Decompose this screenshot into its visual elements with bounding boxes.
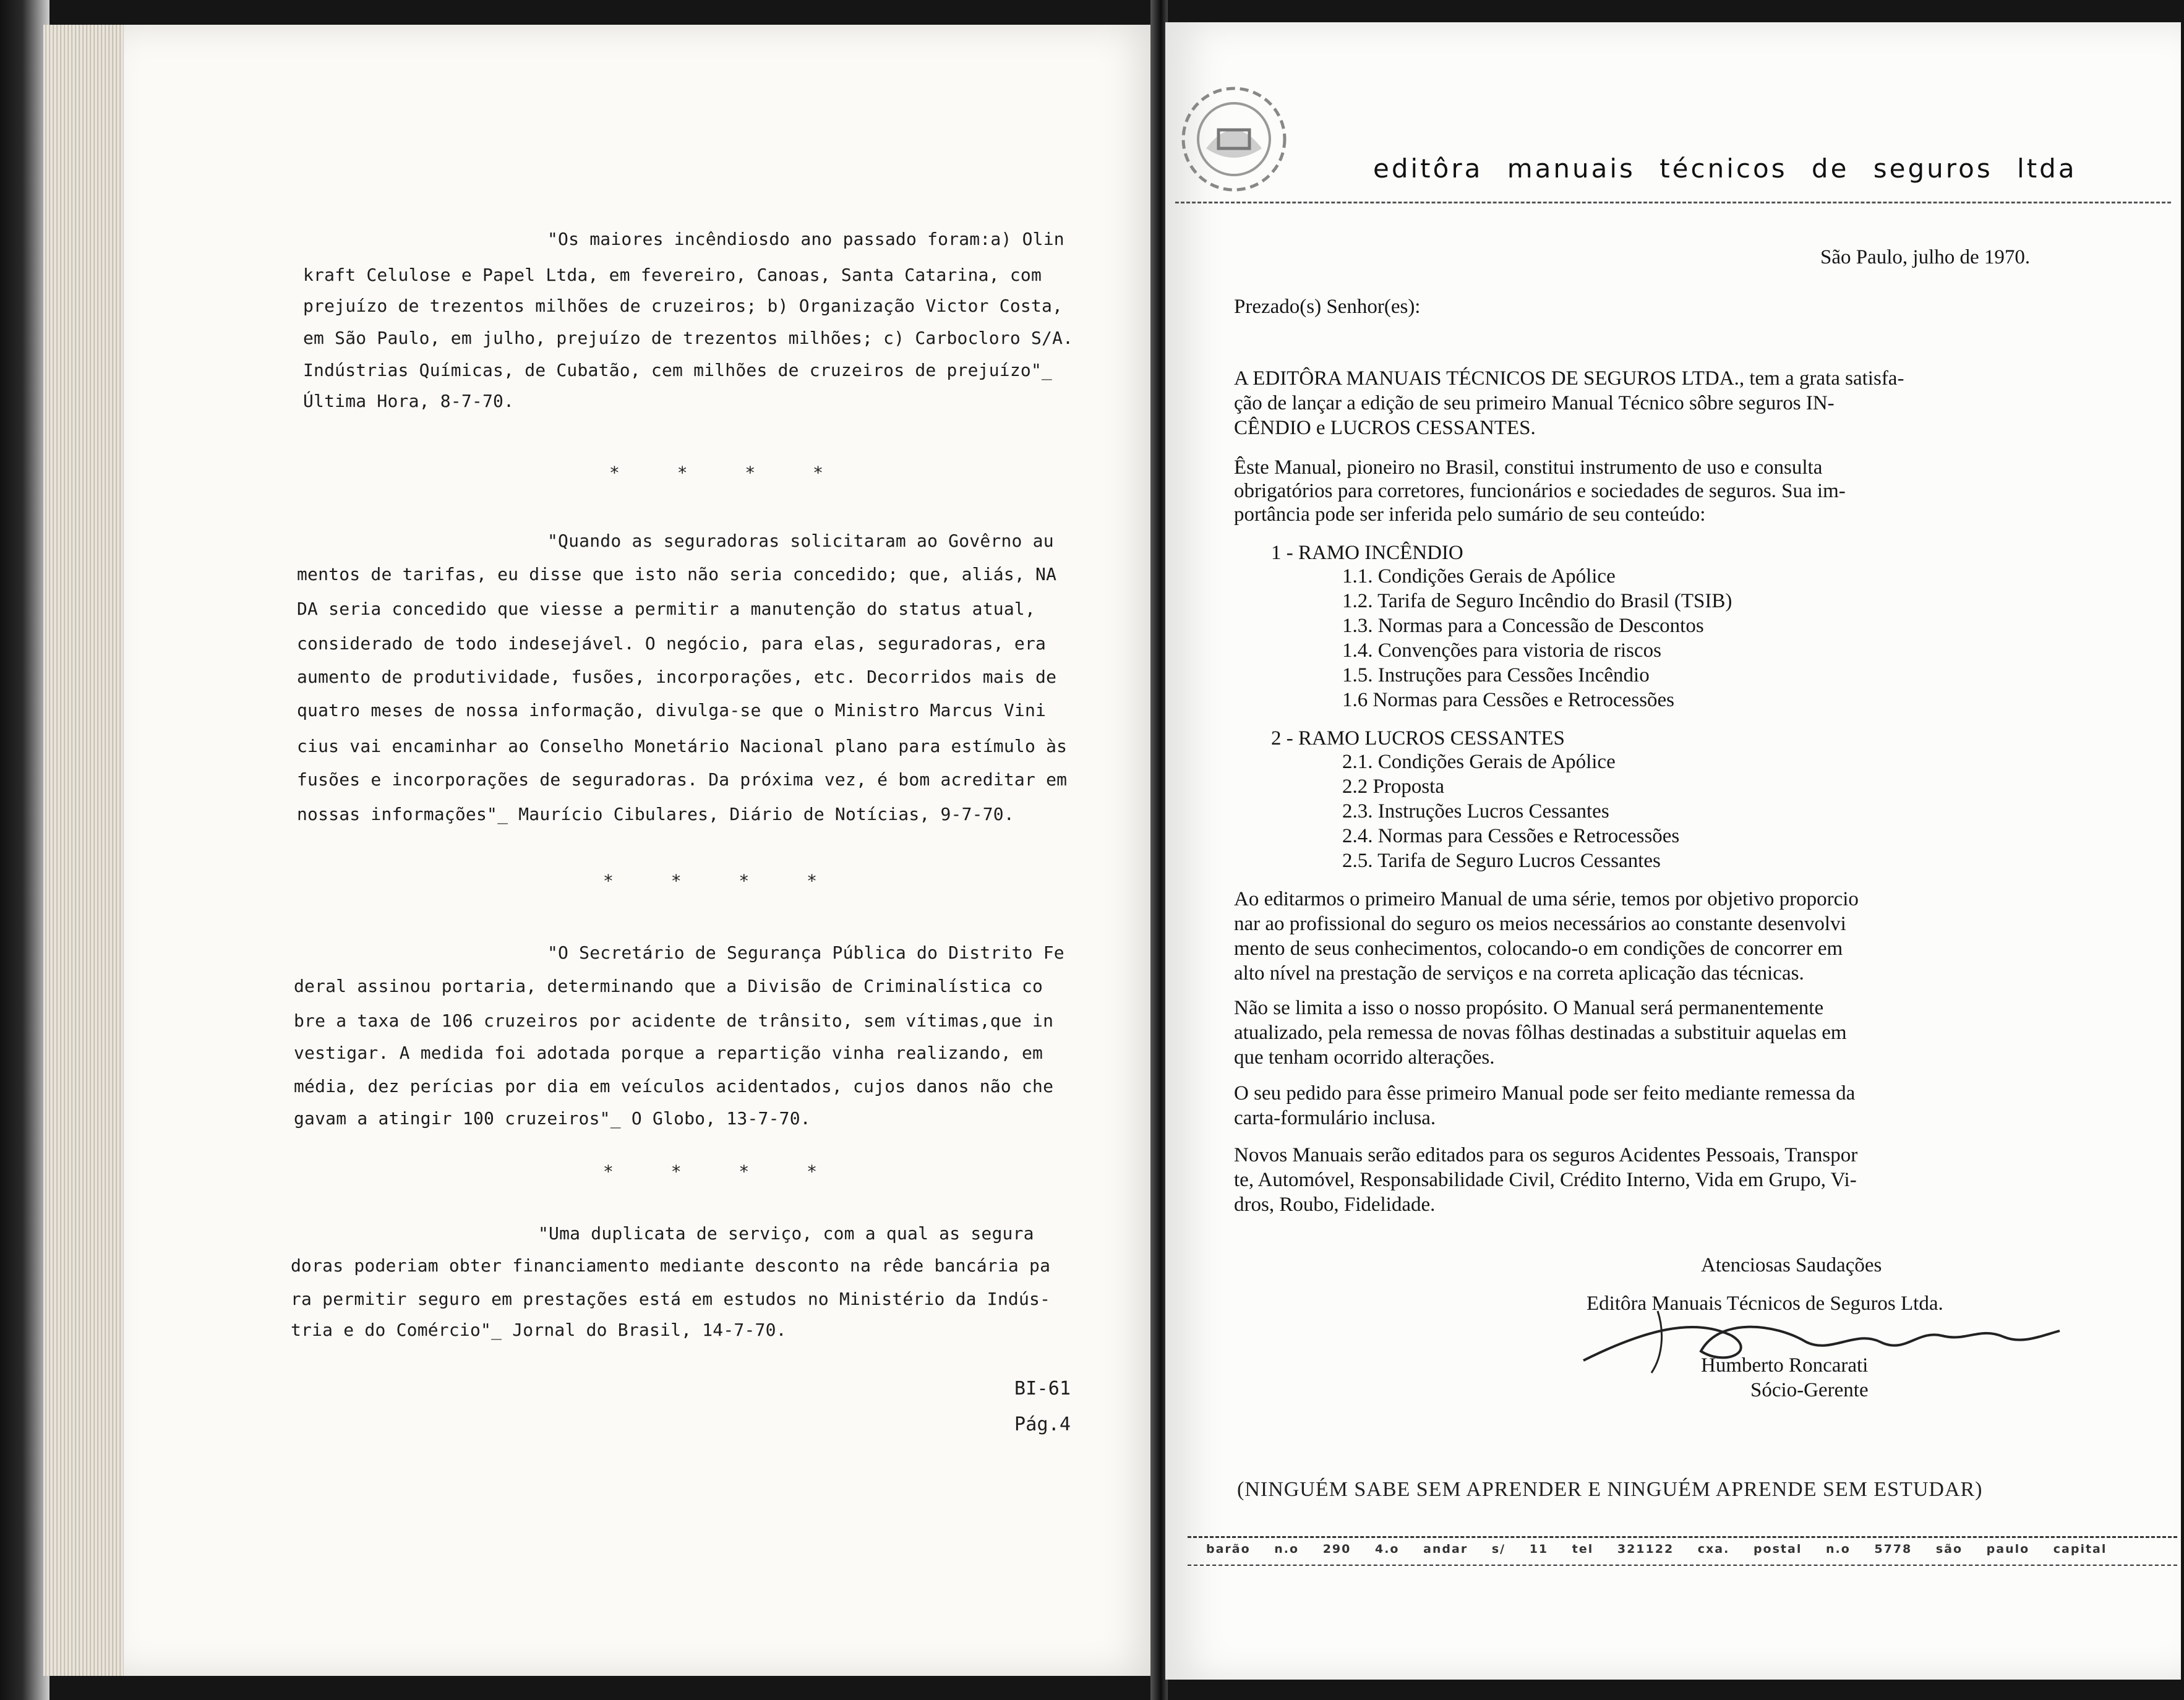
page-number: Pág.4 [1014, 1414, 1071, 1435]
text-line: mentos de tarifas, eu disse que isto não seria concedido; que, aliás, NA [297, 564, 1057, 584]
section-heading: 1 - RAMO INCÊNDIO [1271, 542, 1463, 564]
intro-line: CÊNDIO e LUCROS CESSANTES. [1234, 417, 1536, 439]
footer-rule [1188, 1565, 2177, 1566]
text-line: gavam a atingir 100 cruzeiros"_ O Globo, 13-7-70. [294, 1108, 811, 1129]
intro-line: ção de lançar a edição de seu primeiro Manual Técnico sôbre seguros IN- [1234, 392, 1835, 414]
text-line: nossas informações"_ Maurício Cibulares, Diário de Notícias, 9-7-70. [297, 804, 1014, 824]
text-line: média, dez perícias por dia em veículos acidentados, cujos danos não che [294, 1076, 1054, 1096]
signatory-title: Sócio-Gerente [1750, 1379, 1869, 1401]
contents-item: 1.6 Normas para Cessões e Retrocessões [1342, 689, 1675, 711]
text-line: quatro meses de nossa informação, divulga-se que o Ministro Marcus Vini [297, 700, 1047, 720]
section-separator: * * * * [603, 871, 841, 891]
paragraph-line: atualizado, pela remessa de novas fôlhas destinadas a substituir aquelas em [1234, 1022, 1847, 1044]
text-line: deral assinou portaria, determinando que a Divisão de Criminalística co [294, 976, 1043, 996]
book-cover-edge [0, 0, 49, 1700]
text-line: "Uma duplicata de serviço, com a qual as segura [538, 1223, 1034, 1244]
contents-item: 1.3. Normas para a Concessão de Descontos [1342, 615, 1704, 637]
text-line: Indústrias Químicas, de Cubatão, cem milhões de cruzeiros de prejuízo"_ [303, 360, 1053, 380]
text-line: tria e do Comércio"_ Jornal do Brasil, 14-7-70. [291, 1320, 787, 1340]
contents-item: 1.4. Convenções para vistoria de riscos [1342, 639, 1661, 662]
company-logo-stamp [1169, 74, 1299, 204]
paragraph-line: Êste Manual, pioneiro no Brasil, constitui instrumento de uso e consulta [1234, 456, 1823, 479]
signatory-name: Humberto Roncarati [1701, 1354, 1869, 1377]
text-line: bre a taxa de 106 cruzeiros por acidente de trânsito, sem vítimas,que in [294, 1010, 1054, 1031]
contents-item: 2.3. Instruções Lucros Cessantes [1342, 800, 1609, 822]
section-separator: * * * * [609, 463, 847, 483]
company-header: editôra manuais técnicos de seguros ltda [1373, 153, 2077, 184]
header-rule [1175, 202, 2171, 203]
paragraph-line: te, Automóvel, Responsabilidade Civil, Crédito Interno, Vida em Grupo, Vi- [1234, 1169, 1857, 1191]
text-line: doras poderiam obter financiamento mediante desconto na rêde bancária pa [291, 1255, 1051, 1276]
contents-item: 2.5. Tarifa de Seguro Lucros Cessantes [1342, 850, 1661, 872]
footer-motto: (NINGUÉM SABE SEM APRENDER E NINGUÉM APRENDE SEM ESTUDAR) [1237, 1478, 1983, 1501]
text-line: fusões e incorporações de seguradoras. Da próxima vez, é bom acreditar em [297, 769, 1068, 790]
paragraph-line: Ao editarmos o primeiro Manual de uma série, temos por objetivo proporcio [1234, 888, 1859, 910]
right-page [1165, 22, 2181, 1680]
paragraph-line: Novos Manuais serão editados para os seguros Acidentes Pessoais, Transpor [1234, 1144, 1858, 1166]
section-separator: * * * * [603, 1161, 841, 1182]
paragraph-line: O seu pedido para êsse primeiro Manual pode ser feito mediante remessa da [1234, 1082, 1856, 1104]
paragraph-line: dros, Roubo, Fidelidade. [1234, 1194, 1436, 1216]
text-line: "O Secretário de Segurança Pública do Distrito Fe [547, 942, 1064, 963]
text-line: em São Paulo, em julho, prejuízo de trezentos milhões; c) Carbocloro S/A. [303, 328, 1074, 348]
paragraph-line: portância pode ser inferida pelo sumário de seu conteúdo: [1234, 503, 1706, 526]
contents-item: 2.4. Normas para Cessões e Retrocessões [1342, 825, 1680, 847]
text-line: Última Hora, 8-7-70. [303, 391, 515, 411]
paragraph-line: nar ao profissional do seguro os meios necessários ao constante desenvolvi [1234, 913, 1846, 935]
contents-item: 2.1. Condições Gerais de Apólice [1342, 751, 1616, 773]
contents-item: 1.1. Condições Gerais de Apólice [1342, 565, 1616, 587]
text-line: "Os maiores incêndiosdo ano passado foram:a) Olin [547, 229, 1064, 249]
text-line: "Quando as seguradoras solicitaram ao Govêrno au [547, 531, 1054, 551]
section-heading: 2 - RAMO LUCROS CESSANTES [1271, 727, 1565, 750]
text-line: aumento de produtividade, fusões, incorporações, etc. Decorridos mais de [297, 667, 1057, 687]
text-line: considerado de todo indesejável. O negócio, para elas, seguradoras, era [297, 633, 1047, 654]
text-line: vestigar. A medida foi adotada porque a repartição vinha realizando, em [294, 1043, 1043, 1063]
text-line: ra permitir seguro em prestações está em estudos no Ministério da Indús- [291, 1289, 1051, 1309]
text-line: kraft Celulose e Papel Ltda, em fevereiro, Canoas, Santa Catarina, com [303, 265, 1042, 285]
page-code: BI-61 [1014, 1378, 1071, 1399]
paragraph-line: obrigatórios para corretores, funcionários e sociedades de seguros. Sua im- [1234, 480, 1846, 502]
paragraph-line: alto nível na prestação de serviços e na correta aplicação das técnicas. [1234, 962, 1804, 985]
paragraph-line: que tenham ocorrido alterações. [1234, 1046, 1495, 1069]
paragraph-line: carta-formulário inclusa. [1234, 1107, 1436, 1129]
text-line: cius vai encaminhar ao Conselho Monetário Nacional plano para estímulo às [297, 736, 1068, 756]
paragraph-line: Não se limita a isso o nosso propósito. O Manual será permanentemente [1234, 997, 1824, 1019]
date-line: São Paulo, julho de 1970. [1820, 246, 2031, 268]
intro-line: A EDITÔRA MANUAIS TÉCNICOS DE SEGUROS LTDA., tem a grata satisfa- [1234, 367, 1904, 390]
closing: Atenciosas Saudações [1701, 1254, 1882, 1276]
contents-item: 2.2 Proposta [1342, 775, 1444, 798]
text-line: DA seria concedido que viesse a permitir a manutenção do status atual, [297, 599, 1036, 619]
paragraph-line: mento de seus conhecimentos, colocando-o em condições de concorrer em [1234, 938, 1843, 960]
footer-address: barão n.o 290 4.o andar s/ 11 tel 321122 cxa. postal n.o 5778 são paulo capital [1206, 1542, 2107, 1556]
footer-rule [1188, 1536, 2177, 1538]
contents-item: 1.2. Tarifa de Seguro Incêndio do Brasil (TSIB) [1342, 590, 1732, 612]
contents-item: 1.5. Instruções para Cessões Incêndio [1342, 664, 1650, 686]
signatory-company: Editôra Manuais Técnicos de Seguros Ltda. [1587, 1292, 1943, 1315]
salutation: Prezado(s) Senhor(es): [1234, 296, 1421, 318]
text-line: prejuízo de trezentos milhões de cruzeiros; b) Organização Victor Costa, [303, 296, 1063, 316]
